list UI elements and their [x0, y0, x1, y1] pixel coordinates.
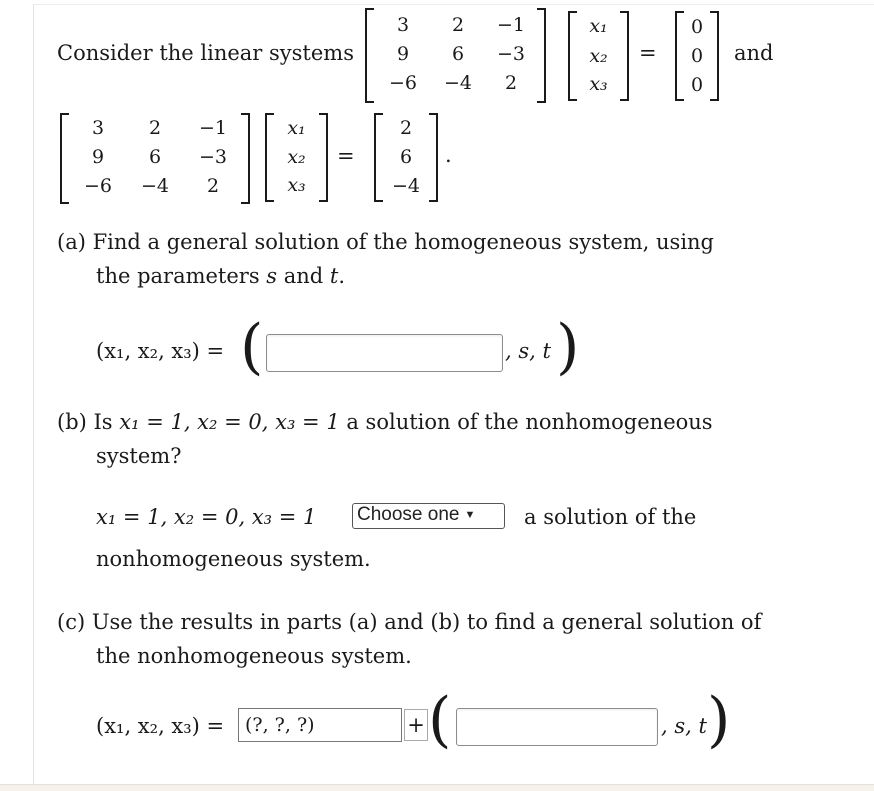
matrix-cell: −3 — [496, 43, 525, 65]
vector-cell: −4 — [391, 175, 420, 197]
plus-sign: + — [404, 709, 428, 741]
particular-solution-box: (?, ?, ?) — [238, 708, 402, 742]
vector-x-system1 — [568, 11, 629, 101]
intro-text: Consider the linear systems — [57, 41, 354, 65]
part-b-after: a solution of the — [524, 505, 697, 529]
vector-cell: x₁ — [287, 117, 306, 139]
part-c-line2: the nonhomogeneous system. — [96, 644, 412, 668]
vector-cell: x₃ — [589, 73, 608, 95]
matrix-cell: 2 — [148, 117, 162, 139]
matrix-cell: −4 — [140, 175, 169, 197]
answer-input-c[interactable] — [456, 708, 658, 746]
matrix-cell: 6 — [451, 43, 465, 65]
matrix-cell: −3 — [198, 146, 227, 168]
vector-cell: x₂ — [287, 146, 306, 168]
part-a-line2: the parameters s and t. — [96, 264, 346, 288]
part-c-line1: (c) Use the results in parts (a) and (b) to find a general solution of — [57, 610, 762, 634]
matrix-cell: −6 — [388, 72, 417, 94]
vector-cell: x₁ — [589, 15, 608, 37]
part-b-line4: nonhomogeneous system. — [96, 547, 371, 571]
matrix-cell: −1 — [198, 117, 227, 139]
open-paren: ( — [428, 685, 452, 755]
part-a-line1: (a) Find a general solution of the homogeneous system, using — [57, 230, 714, 254]
part-b-line2: system? — [96, 444, 182, 468]
tuple-label-c: (x₁, x₂, x₃) = — [96, 714, 225, 738]
vector-cell: 0 — [690, 74, 704, 96]
matrix-a-system2 — [60, 113, 250, 204]
choose-one-dropdown[interactable]: Choose one ▼ — [352, 503, 505, 529]
matrix-cell: 6 — [148, 146, 162, 168]
equals-sign: = — [337, 144, 355, 168]
close-paren: ) — [707, 685, 731, 755]
close-paren: ) — [556, 312, 580, 382]
params-label-c: , s, t — [661, 714, 707, 738]
vector-x-system2 — [265, 113, 328, 202]
matrix-cell: 3 — [396, 14, 410, 36]
matrix-cell: −1 — [496, 14, 525, 36]
vector-cell: 6 — [399, 146, 413, 168]
vector-cell: 0 — [690, 45, 704, 67]
part-b-line1: (b) Is x₁ = 1, x₂ = 0, x₃ = 1 a solution of the nonhomogeneous — [57, 410, 713, 434]
and-text: and — [734, 41, 774, 65]
matrix-cell: 3 — [91, 117, 105, 139]
period: . — [445, 143, 452, 167]
matrix-cell: −4 — [443, 72, 472, 94]
vector-cell: x₂ — [589, 45, 608, 67]
vector-b-homogeneous — [675, 11, 719, 101]
matrix-a-system1 — [365, 8, 546, 103]
vector-cell: 2 — [399, 117, 413, 139]
open-paren: ( — [240, 312, 264, 382]
matrix-cell: 2 — [451, 14, 465, 36]
dropdown-caret-icon: ▼ — [464, 509, 476, 521]
vector-cell: 0 — [690, 16, 704, 38]
params-label-a: , s, t — [505, 339, 551, 363]
answer-input-a[interactable] — [266, 334, 503, 372]
matrix-cell: −6 — [83, 175, 112, 197]
matrix-cell: 2 — [504, 72, 518, 94]
equals-sign: = — [639, 41, 657, 65]
part-b-statement: x₁ = 1, x₂ = 0, x₃ = 1 — [96, 505, 317, 529]
matrix-cell: 9 — [91, 146, 105, 168]
matrix-cell: 9 — [396, 43, 410, 65]
tuple-label-a: (x₁, x₂, x₃) = — [96, 339, 225, 363]
vector-b-nonhomogeneous — [374, 113, 438, 202]
vector-cell: x₃ — [287, 174, 306, 196]
matrix-cell: 2 — [206, 175, 220, 197]
